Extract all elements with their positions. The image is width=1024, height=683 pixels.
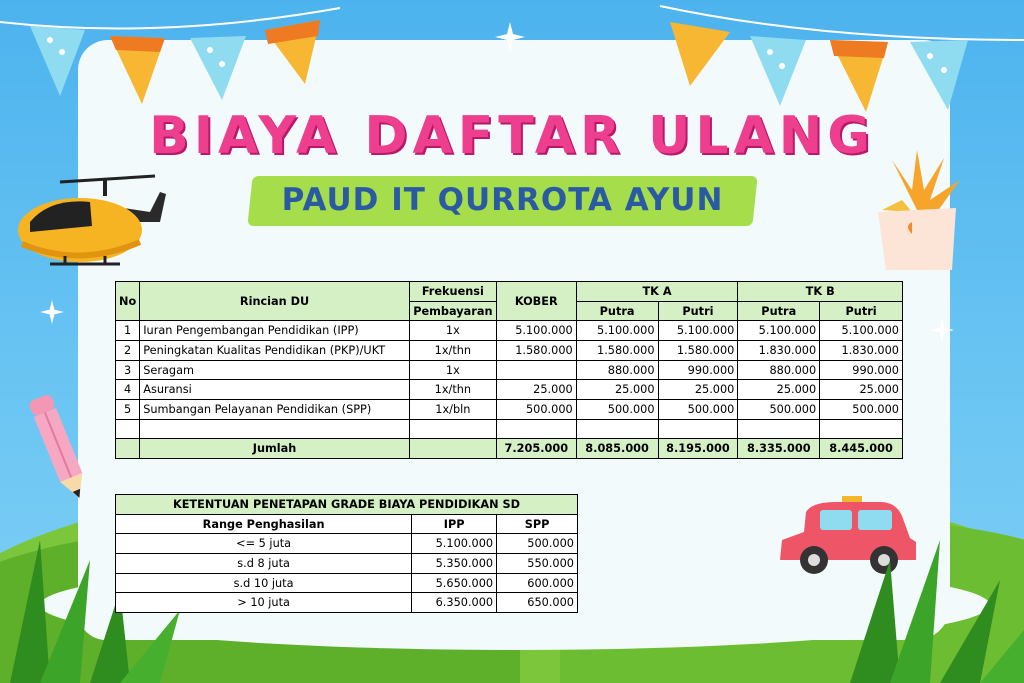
row-frekuensi: 1x <box>409 360 496 380</box>
total-tkb-putri: 8.445.000 <box>820 438 903 458</box>
row-tkb-putri: 5.100.000 <box>820 321 903 341</box>
sparkle-icon <box>930 318 954 342</box>
row-tka-putra: 5.100.000 <box>576 321 658 341</box>
table-row <box>116 321 903 341</box>
row-rincian: Seragam <box>140 360 410 380</box>
row-range: s.d 10 juta <box>116 573 412 593</box>
total-tka-putra: 8.085.000 <box>576 438 658 458</box>
row-tka-putri: 25.000 <box>658 380 738 400</box>
header-tka: TK A <box>576 282 738 302</box>
row-ipp: 5.650.000 <box>412 573 497 593</box>
row-tkb-putri: 990.000 <box>820 360 903 380</box>
row-kober: 500.000 <box>496 400 576 420</box>
row-kober <box>496 360 576 380</box>
row-tka-putra: 1.580.000 <box>576 341 658 361</box>
row-tkb-putri: 1.830.000 <box>820 341 903 361</box>
row-ipp: 6.350.000 <box>412 593 497 613</box>
row-range: s.d 8 juta <box>116 554 412 574</box>
table-row <box>116 554 578 574</box>
header-tka-putri: Putri <box>658 301 738 321</box>
row-rincian: Asuransi <box>140 380 410 400</box>
row-no: 2 <box>116 341 140 361</box>
header-rincian: Rincian DU <box>140 282 410 321</box>
row-kober: 25.000 <box>496 380 576 400</box>
table-row <box>116 593 578 613</box>
header-kober: KOBER <box>496 282 576 321</box>
header-frekuensi: Frekuensi <box>409 282 496 302</box>
header-tkb-putri: Putri <box>820 301 903 321</box>
sparkle-icon <box>40 300 64 324</box>
row-tka-putri: 500.000 <box>658 400 738 420</box>
row-range: <= 5 juta <box>116 534 412 554</box>
row-ipp: 5.350.000 <box>412 554 497 574</box>
row-frekuensi: 1x <box>409 321 496 341</box>
total-label: Jumlah <box>140 438 410 458</box>
row-ipp: 5.100.000 <box>412 534 497 554</box>
row-tkb-putra: 500.000 <box>738 400 820 420</box>
row-tka-putri: 5.100.000 <box>658 321 738 341</box>
row-range: > 10 juta <box>116 593 412 613</box>
row-frekuensi: 1x/bln <box>409 400 496 420</box>
row-kober: 1.580.000 <box>496 341 576 361</box>
row-frekuensi: 1x/thn <box>409 380 496 400</box>
row-tkb-putra: 25.000 <box>738 380 820 400</box>
row-no: 5 <box>116 400 140 420</box>
pencil-icon <box>24 394 94 506</box>
page-subtitle: PAUD IT QURROTA AYUN <box>281 182 724 218</box>
row-no: 4 <box>116 380 140 400</box>
row-tka-putra: 880.000 <box>576 360 658 380</box>
plant-pot-icon <box>872 150 962 274</box>
header-tkb: TK B <box>738 282 903 302</box>
row-tkb-putra: 1.830.000 <box>738 341 820 361</box>
row-tka-putra: 500.000 <box>576 400 658 420</box>
row-no: 1 <box>116 321 140 341</box>
grass-icon <box>830 520 1024 683</box>
grade-table-title: KETENTUAN PENETAPAN GRADE BIAYA PENDIDIKAN SD <box>116 495 578 515</box>
row-spp: 550.000 <box>497 554 578 574</box>
fee-table <box>115 281 903 459</box>
sparkle-icon <box>495 22 525 52</box>
table-row <box>116 534 578 554</box>
table-row-total <box>116 438 903 458</box>
row-tkb-putra: 880.000 <box>738 360 820 380</box>
total-tkb-putra: 8.335.000 <box>738 438 820 458</box>
total-kober: 7.205.000 <box>496 438 576 458</box>
header-spp: SPP <box>497 514 578 534</box>
row-spp: 500.000 <box>497 534 578 554</box>
table-row <box>116 380 903 400</box>
table-row <box>116 573 578 593</box>
table-row-empty <box>116 419 903 438</box>
row-rincian: Iuran Pengembangan Pendidikan (IPP) <box>140 321 410 341</box>
header-pembayaran: Pembayaran <box>409 301 496 321</box>
row-no: 3 <box>116 360 140 380</box>
header-tkb-putra: Putra <box>738 301 820 321</box>
row-spp: 650.000 <box>497 593 578 613</box>
row-tka-putri: 990.000 <box>658 360 738 380</box>
row-tkb-putri: 25.000 <box>820 380 903 400</box>
header-no: No <box>116 282 140 321</box>
row-rincian: Peningkatan Kualitas Pendidikan (PKP)/UKT <box>140 341 410 361</box>
table-row <box>116 400 903 420</box>
row-tka-putri: 1.580.000 <box>658 341 738 361</box>
row-kober: 5.100.000 <box>496 321 576 341</box>
row-tkb-putri: 500.000 <box>820 400 903 420</box>
row-tka-putra: 25.000 <box>576 380 658 400</box>
row-rincian: Sumbangan Pelayanan Pendidikan (SPP) <box>140 400 410 420</box>
table-row <box>116 341 903 361</box>
header-tka-putra: Putra <box>576 301 658 321</box>
row-tkb-putra: 5.100.000 <box>738 321 820 341</box>
header-ipp: IPP <box>412 514 497 534</box>
table-row <box>116 360 903 380</box>
page-title: BIAYA DAFTAR ULANG <box>149 106 875 166</box>
row-spp: 600.000 <box>497 573 578 593</box>
helicopter-icon <box>10 172 168 282</box>
header-range: Range Penghasilan <box>116 514 412 534</box>
grade-table <box>115 494 578 613</box>
row-frekuensi: 1x/thn <box>409 341 496 361</box>
total-tka-putri: 8.195.000 <box>658 438 738 458</box>
